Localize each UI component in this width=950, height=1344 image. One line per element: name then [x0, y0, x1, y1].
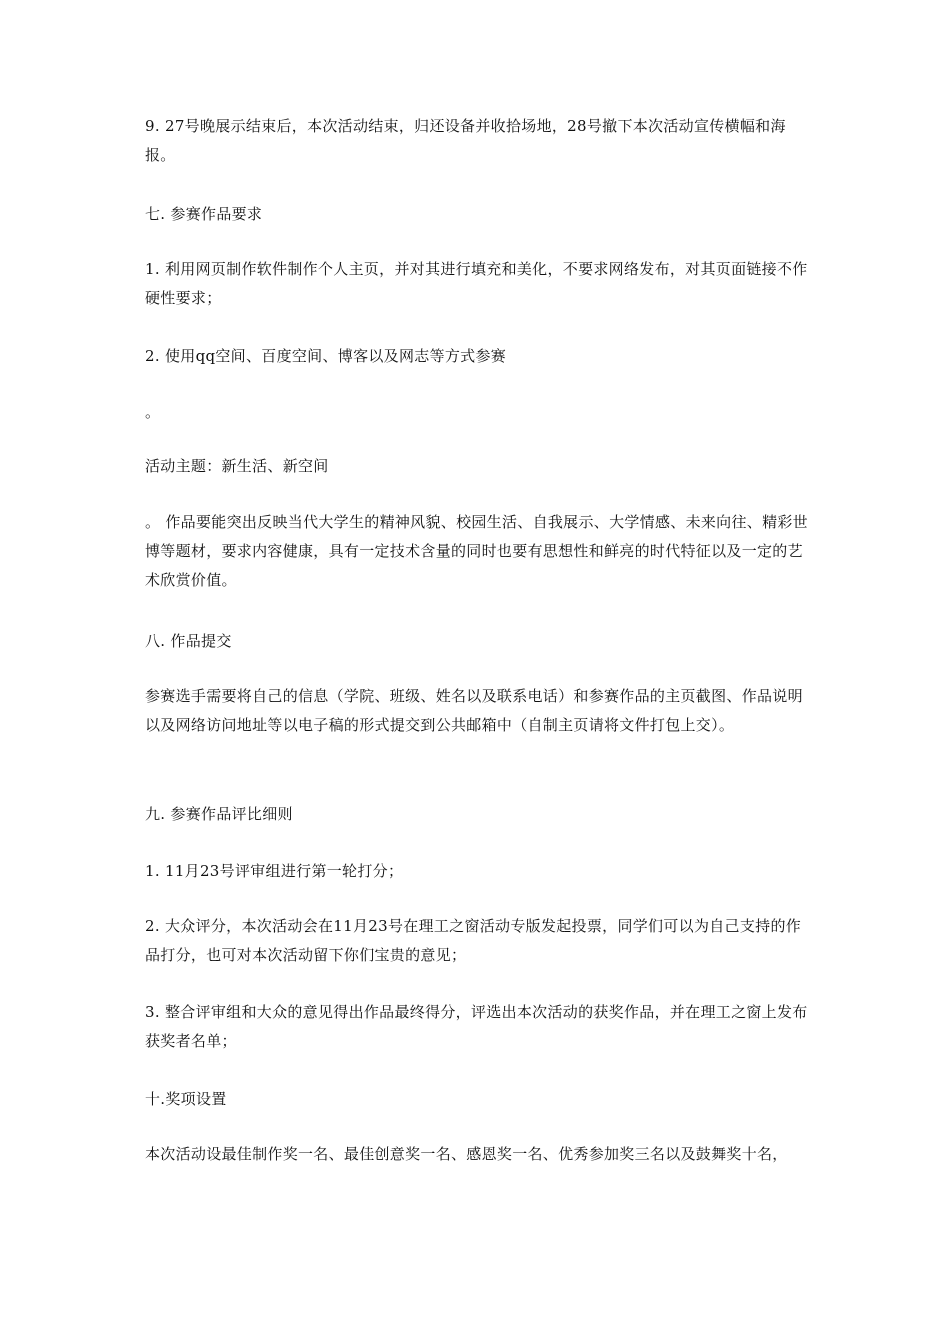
section-heading-10: 十.奖项设置 — [145, 1090, 227, 1108]
paragraph-requirement-2: 2. 使用qq空间、百度空间、博客以及网志等方式参赛 — [145, 347, 507, 365]
paragraph-submission: 参赛选手需要将自己的信息（学院、班级、姓名以及联系电话）和参赛作品的主页截图、作品说明以及网络访问地址等以电子稿的形式提交到公共邮箱中（自制主页请将文件打包上交）。 — [145, 687, 803, 734]
section-heading-8: 八. 作品提交 — [145, 632, 232, 650]
section-heading-7: 七. 参赛作品要求 — [145, 205, 263, 223]
paragraph-period: 。 — [145, 403, 161, 421]
paragraph-judging-1: 1. 11月23号评审组进行第一轮打分； — [145, 862, 404, 880]
paragraph-content-requirements: 。 作品要能突出反映当代大学生的精神风貌、校园生活、自我展示、大学情感、未来向往、精彩世博等题材，要求内容健康，具有一定技术含量的同时也要有思想性和鲜亮的时代特征以及一定的艺术欣赏价值。 — [145, 513, 808, 589]
section-heading-9: 九. 参赛作品评比细则 — [145, 805, 293, 823]
paragraph-closing-schedule: 9. 27号晚展示结束后，本次活动结束，归还设备并收拾场地，28号撤下本次活动宣传横幅和海报。 — [145, 117, 786, 164]
paragraph-judging-2: 2. 大众评分，本次活动会在11月23号在理工之窗活动专版发起投票，同学们可以为自己支持的作品打分，也可对本次活动留下你们宝贵的意见； — [145, 917, 802, 964]
paragraph-requirement-1: 1. 利用网页制作软件制作个人主页，并对其进行填充和美化，不要求网络发布，对其页面链接不作硬性要求； — [145, 260, 808, 307]
paragraph-awards: 本次活动设最佳制作奖一名、最佳创意奖一名、感恩奖一名、优秀参加奖三名以及鼓舞奖十名， — [145, 1145, 788, 1163]
paragraph-theme: 活动主题：新生活、新空间 — [145, 457, 329, 475]
paragraph-judging-3: 3. 整合评审组和大众的意见得出作品最终得分，评选出本次活动的获奖作品，并在理工之窗上发布获奖者名单； — [145, 1003, 808, 1050]
